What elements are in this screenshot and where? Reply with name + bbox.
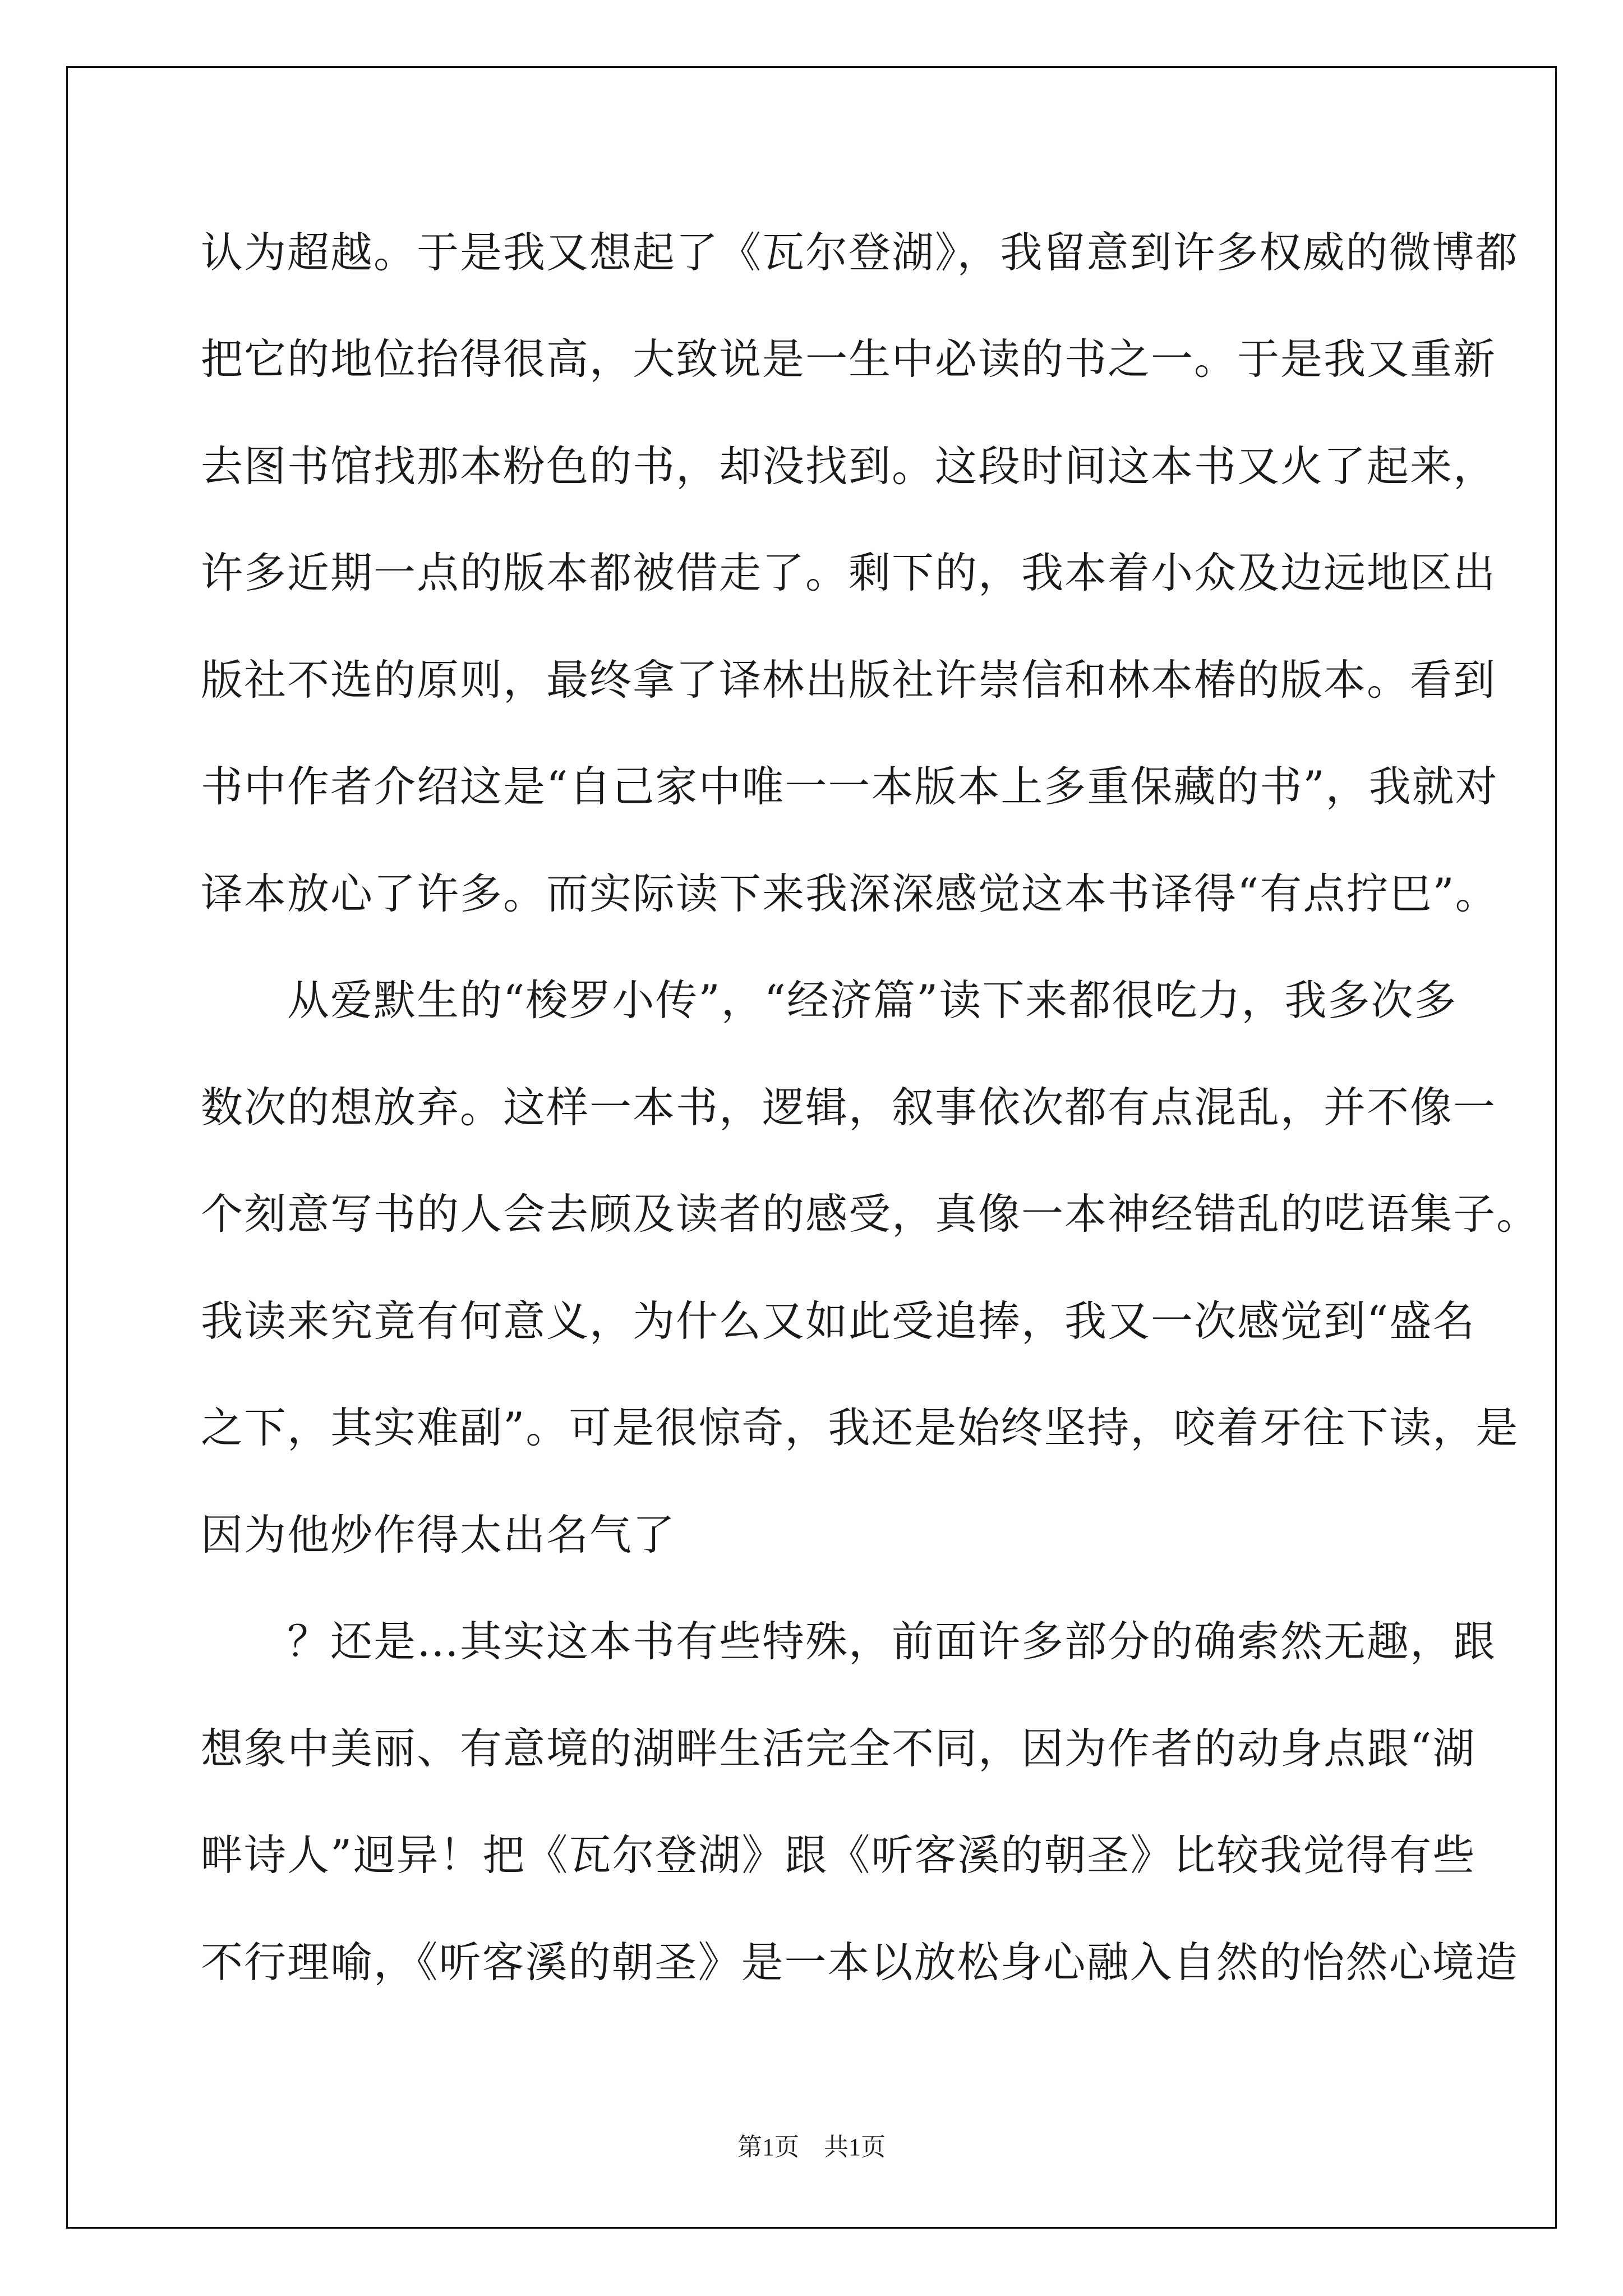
text-line: 我读来究竟有何意义，为什么又如此受追捧，我又一次感觉到“盛名 bbox=[201, 1296, 1476, 1346]
text-line: 认为超越。于是我又想起了《瓦尔登湖》，我留意到许多权威的微博都 bbox=[201, 228, 1519, 277]
text-line: 书中作者介绍这是“自己家中唯一一本版本上多重保藏的书”，我就对 bbox=[201, 762, 1498, 811]
text-line: 去图书馆找那本粉色的书，却没找到。这段时间这本书又火了起来， bbox=[201, 441, 1497, 491]
text-line: 不行理喻，《听客溪的朝圣》是一本以放松身心融入自然的怡然心境造 bbox=[201, 1938, 1519, 1987]
text-line: 因为他炒作得太出名气了 bbox=[201, 1510, 676, 1559]
text-line: 想象中美丽、有意境的湖畔生活完全不同，因为作者的动身点跟“湖 bbox=[201, 1724, 1476, 1773]
text-line: ？还是…其实这本书有些特殊，前面许多部分的确索然无趣，跟 bbox=[201, 1617, 1497, 1666]
page-footer: 第1页 共1页 bbox=[737, 2133, 886, 2161]
text-line: 从爱默生的“梭罗小传”，“经济篇”读下来都很吃力，我多次多 bbox=[201, 976, 1458, 1025]
text-line: 把它的地位抬得很高，大致说是一生中必读的书之一。于是我又重新 bbox=[201, 334, 1497, 384]
text-line: 许多近期一点的版本都被借走了。剩下的，我本着小众及边远地区出 bbox=[201, 548, 1497, 597]
text-line: 畔诗人”迥异！把《瓦尔登湖》跟《听客溪的朝圣》比较我觉得有些 bbox=[201, 1830, 1476, 1880]
page-border bbox=[66, 66, 1557, 2229]
text-line: 版社不选的原则，最终拿了译林出版社许崇信和林本椿的版本。看到 bbox=[201, 655, 1497, 705]
text-line: 之下，其实难副”。可是很惊奇，我还是始终坚持，咬着牙往下读，是 bbox=[201, 1403, 1519, 1452]
text-line: 个刻意写书的人会去顾及读者的感受，真像一本神经错乱的呓语集子。 bbox=[201, 1189, 1540, 1239]
text-line: 数次的想放弃。这样一本书，逻辑，叙事依次都有点混乱，并不像一 bbox=[201, 1083, 1497, 1132]
text-line: 译本放心了许多。而实际读下来我深深感觉这本书译得“有点拧巴”。 bbox=[201, 869, 1498, 918]
